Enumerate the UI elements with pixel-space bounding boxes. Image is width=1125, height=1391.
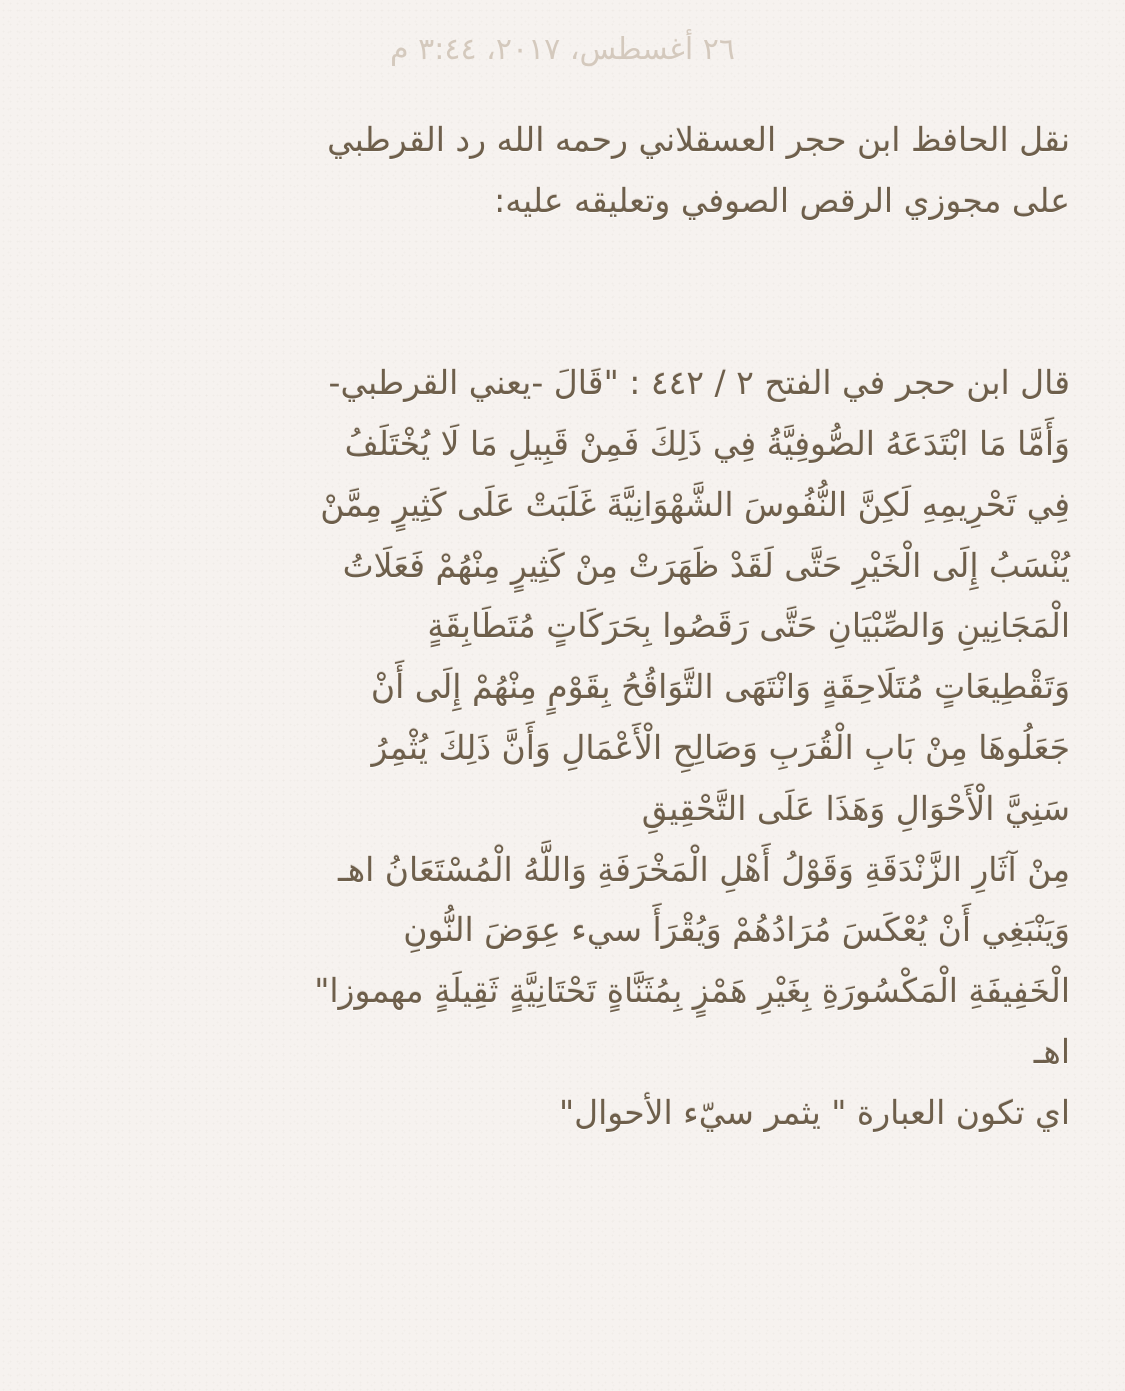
note-line: وَتَقْطِيعَاتٍ مُتَلَاحِقَةٍ وَانْتَهَى التَّوَاقُحُ بِقَوْمٍ مِنْهُمْ إِلَى أَنْ	[370, 667, 1070, 707]
note-line: وَيَنْبَغِي أَنْ يُعْكَسَ مُرَادُهُمْ وَيُقْرَأَ سيء عِوَضَ النُّونِ	[403, 910, 1070, 950]
note-line: فِي تَحْرِيمِهِ لَكِنَّ النُّفُوسَ الشَّهْوَانِيَّةَ غَلَبَتْ عَلَى كَثِيرٍ مِمَّنْ	[320, 484, 1070, 524]
note-timestamp: ٢٦ أغسطس، ٢٠١٧، ٣:٤٤ م	[390, 32, 735, 67]
note-line: على مجوزي الرقص الصوفي وتعليقه عليه:	[494, 180, 1070, 220]
note-body[interactable]	[70, 110, 1070, 1144]
note-line: الْمَجَانِينِ وَالصِّبْيَانِ حَتَّى رَقَصُوا بِحَرَكَاتٍ مُتَطَابِقَةٍ	[427, 606, 1070, 646]
note-line: قال ابن حجر في الفتح ٢ / ٤٤٢ : "قَالَ -يعني القرطبي-	[328, 363, 1070, 403]
note-blank-line	[70, 232, 1070, 293]
note-line: نقل الحافظ ابن حجر العسقلاني رحمه الله رد القرطبي	[327, 120, 1070, 159]
note-line: اي تكون العبارة " يثمر سيّء الأحوال"	[558, 1092, 1070, 1132]
note-line: يُنْسَبُ إِلَى الْخَيْرِ حَتَّى لَقَدْ ظَهَرَتْ مِنْ كَثِيرٍ مِنْهُمْ فَعَلَاتُ	[342, 545, 1070, 585]
note-blank-line	[70, 292, 1070, 353]
note-line: الْخَفِيفَةِ الْمَكْسُورَةِ بِغَيْرِ هَمْزٍ بِمُثَنَّاةٍ تَحْتَانِيَّةٍ ثَقِيلَةٍ مهموزا"	[314, 971, 1070, 1011]
note-line: وَأَمَّا مَا ابْتَدَعَهُ الصُّوفِيَّةُ فِي ذَلِكَ فَمِنْ قَبِيلِ مَا لَا يُخْتَلَفُ	[344, 423, 1070, 463]
note-line: جَعَلُوهَا مِنْ بَابِ الْقُرَبِ وَصَالِحِ الْأَعْمَالِ وَأَنَّ ذَلِكَ يُثْمِرُ	[371, 727, 1070, 767]
note-line: اهـ	[1033, 1031, 1070, 1071]
note-line: سَنِيَّ الْأَحْوَالِ وَهَذَا عَلَى التَّحْقِيقِ	[641, 788, 1070, 828]
note-line: مِنْ آثَارِ الزَّنْدَقَةِ وَقَوْلُ أَهْلِ الْمَخْرَفَةِ وَاللَّهُ الْمُسْتَعَانُ اهـ	[338, 849, 1070, 889]
